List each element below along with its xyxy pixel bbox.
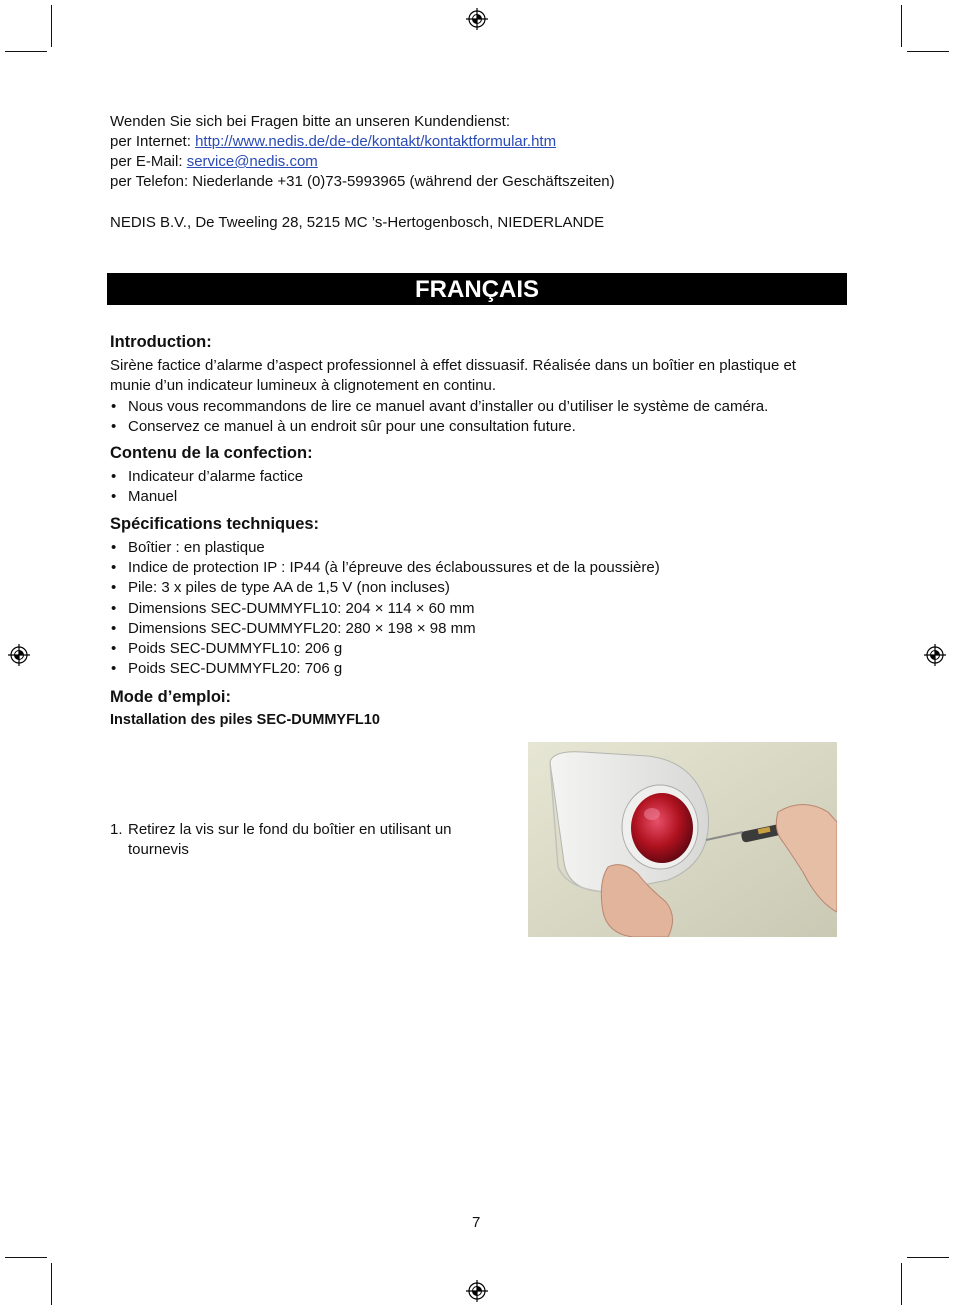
crop-mark-bottom-left-vertical	[51, 1263, 52, 1305]
crop-mark-top-left-horizontal	[5, 51, 47, 52]
list-item: • Dimensions SEC-DUMMYFL20: 280 × 198 × 98 mm	[110, 619, 660, 639]
list-item: • Poids SEC-DUMMYFL10: 206 g	[110, 639, 660, 659]
list-item: • Manuel	[110, 487, 303, 507]
page-number: 7	[472, 1214, 481, 1231]
step-number: 1.	[110, 821, 123, 838]
list-item: • Boîtier : en plastique	[110, 538, 660, 558]
introduction-text-line-2: munie d’un indicateur lumineux à clignotement en continu.	[110, 377, 497, 394]
crop-mark-top-right-horizontal	[907, 51, 949, 52]
introduction-text-line-1: Sirène factice d’alarme d’aspect professionnel à effet dissuasif. Réalisée dans un boîtier en plastique et	[110, 357, 796, 374]
list-item: • Dimensions SEC-DUMMYFL10: 204 × 114 × 60 mm	[110, 599, 660, 619]
usage-heading: Mode d’emploi:	[110, 688, 231, 706]
step-text-line-1: Retirez la vis sur le fond du boîtier en utilisant un	[128, 821, 452, 838]
specs-heading: Spécifications techniques:	[110, 515, 320, 533]
crop-mark-bottom-right-horizontal	[907, 1257, 949, 1258]
battery-install-subheading: Installation des piles SEC-DUMMYFL10	[110, 712, 380, 728]
crop-mark-top-left-vertical	[51, 5, 52, 47]
language-banner: FRANÇAIS	[107, 273, 847, 305]
introduction-bullets	[110, 397, 768, 437]
contact-email-line	[110, 152, 318, 172]
list-item: • Poids SEC-DUMMYFL20: 706 g	[110, 659, 660, 679]
list-item: • Nous vous recommandons de lire ce manuel avant d’installer ou d’utiliser le système de caméra.	[110, 397, 768, 417]
contact-url-link[interactable]: http://www.nedis.de/de-de/kontakt/kontaktformular.htm	[195, 133, 557, 150]
list-item: • Conservez ce manuel à un endroit sûr pour une consultation future.	[110, 417, 768, 437]
registration-mark-top-icon	[466, 8, 488, 30]
contact-email-link[interactable]: service@nedis.com	[186, 153, 318, 170]
contact-phone: per Telefon: Niederlande +31 (0)73-5993965 (während der Geschäftszeiten)	[110, 173, 615, 190]
email-label: per E-Mail:	[110, 153, 187, 170]
crop-mark-top-right-vertical	[901, 5, 902, 47]
registration-mark-left-icon	[8, 644, 30, 666]
specs-bullets	[110, 538, 660, 679]
contact-intro: Wenden Sie sich bei Fragen bitte an unseren Kundendienst:	[110, 113, 510, 130]
step-1-continued: tournevis	[128, 841, 189, 858]
internet-label: per Internet:	[110, 133, 196, 150]
siren-screwdriver-photo	[528, 742, 837, 937]
list-item: • Indicateur d’alarme factice	[110, 467, 303, 487]
company-address: NEDIS B.V., De Tweeling 28, 5215 MC ’s-Hertogenbosch, NIEDERLANDE	[110, 214, 605, 231]
introduction-heading: Introduction:	[110, 333, 212, 351]
contact-internet-line	[110, 132, 556, 152]
contents-heading: Contenu de la confection:	[110, 444, 313, 462]
crop-mark-bottom-right-vertical	[901, 1263, 902, 1305]
registration-mark-bottom-icon	[466, 1280, 488, 1302]
crop-mark-bottom-left-horizontal	[5, 1257, 47, 1258]
list-item: • Indice de protection IP : IP44 (à l’épreuve des éclaboussures et de la poussière)	[110, 558, 660, 578]
step-1	[110, 820, 452, 840]
registration-mark-right-icon	[924, 644, 946, 666]
contents-bullets	[110, 467, 303, 507]
list-item: • Pile: 3 x piles de type AA de 1,5 V (non incluses)	[110, 578, 660, 598]
